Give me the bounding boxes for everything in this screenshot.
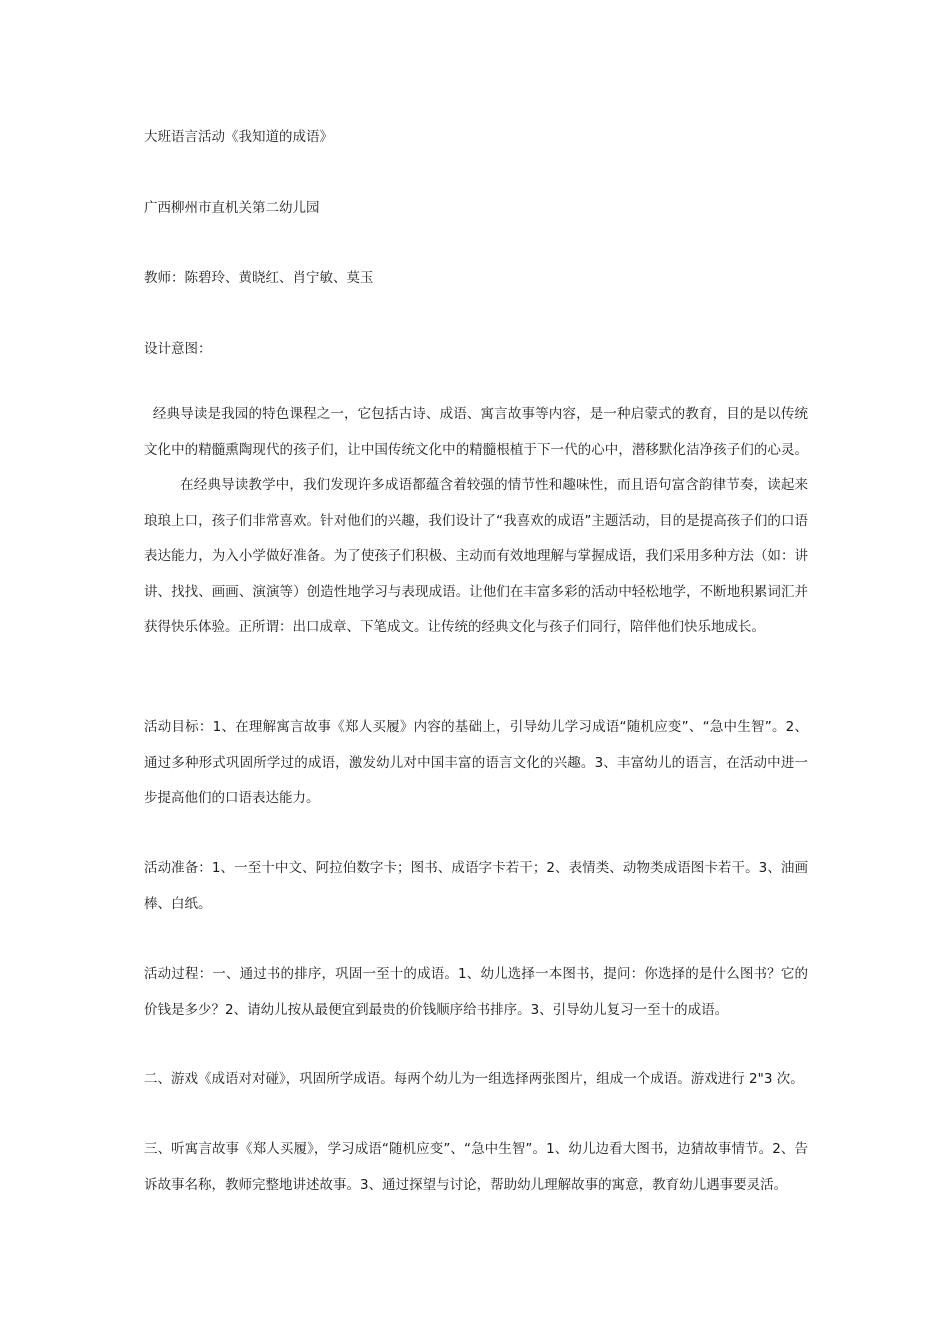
activity-goals-paragraph: 活动目标：1、在理解寓言故事《郑人买履》内容的基础上，引导幼儿学习成语“随机应变”、“急中生智”。2、通过多种形式巩固所学过的成语，激发幼儿对中国丰富的语言文化的兴趣。3、丰富幼儿的语言，在活动中进一步提高他们的口语表达能力。 — [144, 719, 808, 806]
activity-process-step-1: 活动过程：一、通过书的排序，巩固一至十的成语。1、幼儿选择一本图书，提问：你选择的是什么图书？它的价钱是多少？2、请幼儿按从最便宜到最贵的价钱顺序给书排序。3、引导幼儿复习一至十的成语。 — [144, 966, 808, 1018]
school-name: 广西柳州市直机关第二幼儿园 — [144, 200, 320, 216]
activity-process-step-2: 二、游戏《成语对对碰》，巩固所学成语。每两个幼儿为一组选择两张图片，组成一个成语。游戏进行 2"3 次。 — [144, 1071, 804, 1087]
design-intent-paragraph — [144, 397, 808, 646]
design-intent-part-1: 经典导读是我园的特色课程之一，它包括古诗、成语、寓言故事等内容，是一种启蒙式的教育，目的是以传统文化中的精髓熏陶现代的孩子们，让中国传统文化中的精髓根植于下一代的心中，潜移默化洁净孩子们的心灵。 — [144, 406, 808, 458]
design-intent-part-2: 在经典导读教学中，我们发现许多成语都蕴含着较强的情节性和趣味性，而且语句富含韵律节奏，读起来琅琅上口，孩子们非常喜欢。针对他们的兴趣，我们设计了“我喜欢的成语”主题活动，目的是提高孩子们的口语表达能力，为入小学做好准备。为了使孩子们积极、主动而有效地理解与掌握成语，我们采用多种方法（如：讲讲、找找、画画、演演等）创造性地学习与表现成语。让他们在丰富多彩的活动中轻松地学，不断地积累词汇并获得快乐体验。正所谓：出口成章、下笔成文。让传统的经典文化与孩子们同行，陪伴他们快乐地成长。 — [144, 477, 808, 635]
activity-process-step-3: 三、听寓言故事《郑人买履》，学习成语“随机应变”、“急中生智”。1、幼儿边看大图书，边猜故事情节。2、告诉故事名称，教师完整地讲述故事。3、通过探望与讨论，帮助幼儿理解故事的寓意，教育幼儿遇事要灵活。 — [144, 1141, 808, 1193]
document-title: 大班语言活动《我知道的成语》 — [144, 129, 333, 145]
design-heading: 设计意图： — [144, 341, 212, 357]
teachers-line: 教师：陈碧玲、黄晓红、肖宁敏、莫玉 — [144, 270, 374, 286]
activity-preparation-paragraph: 活动准备：1、一至十中文、阿拉伯数字卡；图书、成语字卡若干；2、表情类、动物类成语图卡若干。3、油画棒、白纸。 — [144, 860, 808, 912]
